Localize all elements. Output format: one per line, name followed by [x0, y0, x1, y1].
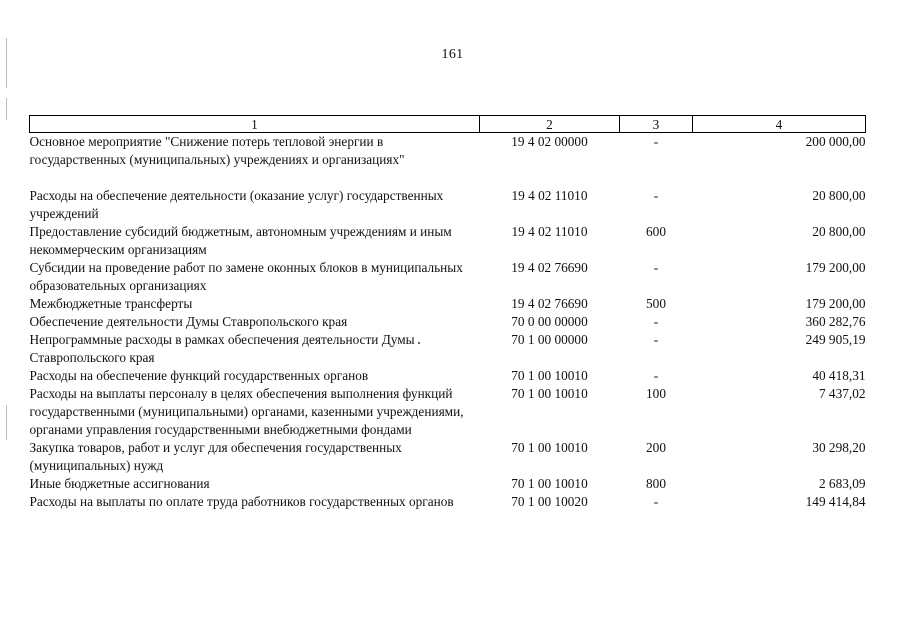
row-amount: 200 000,00 [805, 134, 866, 149]
row-type: - [653, 134, 659, 149]
row-name: Предоставление субсидий бюджетным, автономным учреждениям и иным некоммерческим организациям [29, 224, 452, 257]
row-code: 19 4 02 00000 [511, 134, 588, 149]
table-row [30, 385, 866, 439]
table-row [30, 313, 866, 331]
scan-speck [418, 342, 420, 344]
row-amount: 179 200,00 [805, 260, 866, 275]
row-amount: 30 298,20 [812, 440, 866, 455]
row-type: 800 [646, 476, 666, 491]
row-code: 70 1 00 10010 [511, 476, 588, 491]
row-type: - [653, 494, 659, 509]
table-row [30, 439, 866, 475]
row-name: Непрограммные расходы в рамках обеспечения деятельности Думы Ставропольского края [29, 332, 415, 365]
row-name: Закупка товаров, работ и услуг для обеспечения государственных (муниципальных) нужд [29, 440, 402, 473]
row-name: Расходы на обеспечение деятельности (оказание услуг) государственных учреждений [29, 188, 444, 221]
row-type: 100 [646, 386, 666, 401]
row-code: 19 4 02 11010 [511, 224, 588, 239]
column-header: 1 [30, 116, 480, 133]
row-name: Расходы на выплаты по оплате труда работников государственных органов [29, 494, 454, 509]
row-type: - [653, 260, 659, 275]
table-row [30, 133, 866, 188]
table-row [30, 259, 866, 295]
row-name: Основное мероприятие "Снижение потерь тепловой энергии в государственных (муниципальных) учреждениях и организациях" [29, 134, 405, 167]
row-name: Межбюджетные трансферты [29, 296, 193, 311]
row-amount: 249 905,19 [805, 332, 866, 347]
row-amount: 20 800,00 [812, 188, 866, 203]
row-amount: 360 282,76 [805, 314, 866, 329]
page-number: 161 [441, 47, 464, 62]
row-amount: 149 414,84 [805, 494, 866, 509]
row-amount: 40 418,31 [812, 368, 866, 383]
scan-edge-mark [6, 98, 7, 120]
row-type: - [653, 332, 659, 347]
table-row [30, 367, 866, 385]
table-row [30, 223, 866, 259]
column-header: 2 [480, 116, 620, 133]
scan-edge-mark [6, 38, 7, 88]
table-row [30, 493, 866, 511]
row-amount: 20 800,00 [812, 224, 866, 239]
table-row [30, 331, 866, 367]
row-name: Субсидии на проведение работ по замене оконных блоков в муниципальных образовательных организациях [29, 260, 463, 293]
row-code: 70 1 00 10020 [511, 494, 588, 509]
table-row [30, 187, 866, 223]
row-type: 500 [646, 296, 666, 311]
row-amount: 7 437,02 [818, 386, 866, 401]
row-type: 200 [646, 440, 666, 455]
row-name: Расходы на выплаты персоналу в целях обеспечения выполнения функций государственными (муниципальными) органами, казенными учреждениями, органами управления государственными внебюджетными фондами [29, 386, 464, 437]
row-code: 19 4 02 11010 [511, 188, 588, 203]
row-code: 70 1 00 00000 [511, 332, 588, 347]
budget-table [29, 115, 866, 511]
table-row [30, 295, 866, 313]
row-code: 70 1 00 10010 [511, 440, 588, 455]
row-type: 600 [646, 224, 666, 239]
row-name: Обеспечение деятельности Думы Ставропольского края [29, 314, 348, 329]
row-type: - [653, 314, 659, 329]
row-type: - [653, 188, 659, 203]
row-amount: 2 683,09 [818, 476, 866, 491]
table-row [30, 475, 866, 493]
scan-edge-mark [6, 405, 7, 440]
column-header: 3 [620, 116, 693, 133]
row-code: 19 4 02 76690 [511, 260, 588, 275]
row-type: - [653, 368, 659, 383]
column-header: 4 [693, 116, 866, 133]
row-code: 19 4 02 76690 [511, 296, 588, 311]
row-code: 70 1 00 10010 [511, 368, 588, 383]
row-code: 70 1 00 10010 [511, 386, 588, 401]
row-code: 70 0 00 00000 [511, 314, 588, 329]
row-amount: 179 200,00 [805, 296, 866, 311]
table-header-row [30, 116, 866, 133]
row-name: Расходы на обеспечение функций государственных органов [29, 368, 369, 383]
row-name: Иные бюджетные ассигнования [29, 476, 210, 491]
